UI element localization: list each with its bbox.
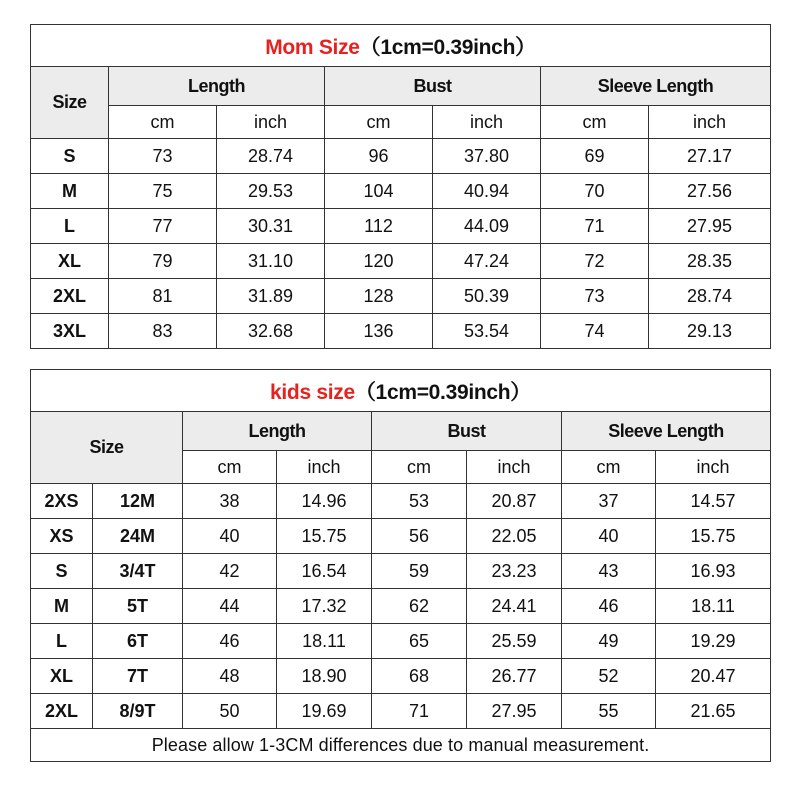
measurement-cell: 20.47 [656, 659, 771, 694]
table-row [31, 484, 771, 519]
measurement-cell: 20.87 [467, 484, 562, 519]
measurement-cell: 29.13 [649, 314, 771, 349]
measurement-cell: 32.68 [217, 314, 325, 349]
measurement-cell: 42 [183, 554, 277, 589]
mom-unit-cell: inch [649, 106, 771, 139]
table-row [31, 589, 771, 624]
measurement-cell: 73 [541, 279, 649, 314]
kids-title-conversion: （1cm=0.39inch） [354, 380, 531, 404]
measurement-cell: 47.24 [433, 244, 541, 279]
size-label: L [31, 624, 93, 659]
size-label: M [31, 174, 109, 209]
measurement-cell: 44 [183, 589, 277, 624]
measurement-cell: 43 [562, 554, 656, 589]
measurement-cell: 62 [372, 589, 467, 624]
mom-title-conversion: （1cm=0.39inch） [359, 35, 536, 59]
measurement-cell: 26.77 [467, 659, 562, 694]
measurement-cell: 120 [325, 244, 433, 279]
measurement-cell: 19.69 [277, 694, 372, 729]
measurement-cell: 40 [183, 519, 277, 554]
kids-title-main: kids size [270, 380, 355, 404]
measurement-cell: 77 [109, 209, 217, 244]
size-label: 3XL [31, 314, 109, 349]
measurement-cell: 49 [562, 624, 656, 659]
mom-title-row [31, 25, 771, 67]
measurement-cell: 29.53 [217, 174, 325, 209]
measurement-cell: 75 [109, 174, 217, 209]
measurement-cell: 27.17 [649, 139, 771, 174]
measurement-cell: 74 [541, 314, 649, 349]
mom-title-main: Mom Size [265, 35, 360, 59]
measurement-cell: 72 [541, 244, 649, 279]
measurement-cell: 25.59 [467, 624, 562, 659]
measurement-cell: 28.74 [649, 279, 771, 314]
measurement-cell: 48 [183, 659, 277, 694]
age-label: 12M [93, 484, 183, 519]
table-row [31, 624, 771, 659]
table-row [31, 279, 771, 314]
measurement-cell: 18.90 [277, 659, 372, 694]
measurement-cell: 40.94 [433, 174, 541, 209]
age-label: 6T [93, 624, 183, 659]
mom-unit-cell: inch [217, 106, 325, 139]
measurement-cell: 71 [541, 209, 649, 244]
measurement-cell: 70 [541, 174, 649, 209]
measurement-cell: 96 [325, 139, 433, 174]
kids-unit-cell: cm [372, 451, 467, 484]
size-label: 2XL [31, 279, 109, 314]
kids-unit-cell: inch [277, 451, 372, 484]
measurement-cell: 55 [562, 694, 656, 729]
measurement-cell: 17.32 [277, 589, 372, 624]
kids-unit-cell: cm [183, 451, 277, 484]
mom-sleeve-length-header: Sleeve Length [541, 67, 771, 106]
size-label: L [31, 209, 109, 244]
measurement-cell: 24.41 [467, 589, 562, 624]
age-label: 8/9T [93, 694, 183, 729]
measurement-cell: 53.54 [433, 314, 541, 349]
kids-bust-header: Bust [372, 412, 562, 451]
measurement-cell: 37 [562, 484, 656, 519]
measurement-cell: 73 [109, 139, 217, 174]
measurement-cell: 14.96 [277, 484, 372, 519]
measurement-cell: 50 [183, 694, 277, 729]
measurement-cell: 30.31 [217, 209, 325, 244]
measurement-cell: 23.23 [467, 554, 562, 589]
measurement-cell: 52 [562, 659, 656, 694]
table-row [31, 139, 771, 174]
measurement-cell: 15.75 [656, 519, 771, 554]
measurement-cell: 81 [109, 279, 217, 314]
mom-unit-cell: cm [325, 106, 433, 139]
table-row [31, 174, 771, 209]
size-label: XL [31, 659, 93, 694]
measurement-cell: 104 [325, 174, 433, 209]
measurement-cell: 19.29 [656, 624, 771, 659]
age-label: 7T [93, 659, 183, 694]
table-row [31, 519, 771, 554]
mom-unit-row [31, 106, 771, 139]
measurement-cell: 16.54 [277, 554, 372, 589]
kids-unit-cell: cm [562, 451, 656, 484]
kids-table-body [31, 484, 771, 729]
measurement-cell: 50.39 [433, 279, 541, 314]
size-label: 2XL [31, 694, 93, 729]
measurement-cell: 44.09 [433, 209, 541, 244]
measurement-cell: 136 [325, 314, 433, 349]
age-label: 5T [93, 589, 183, 624]
kids-title-row [31, 370, 771, 412]
mom-table-body [31, 139, 771, 349]
mom-table-title [31, 25, 771, 67]
measurement-cell: 83 [109, 314, 217, 349]
table-row [31, 244, 771, 279]
kids-size-table [30, 369, 771, 762]
measurement-cell: 53 [372, 484, 467, 519]
kids-unit-cell: inch [656, 451, 771, 484]
size-label: M [31, 589, 93, 624]
measurement-cell: 112 [325, 209, 433, 244]
measurement-cell: 16.93 [656, 554, 771, 589]
measurement-note: Please allow 1-3CM differences due to manual measurement. [31, 729, 771, 762]
size-label: XL [31, 244, 109, 279]
measurement-cell: 27.95 [649, 209, 771, 244]
age-label: 24M [93, 519, 183, 554]
measurement-cell: 79 [109, 244, 217, 279]
size-label: 2XS [31, 484, 93, 519]
kids-table-title [31, 370, 771, 412]
mom-length-header: Length [109, 67, 325, 106]
kids-size-header: Size [31, 412, 183, 484]
size-label: S [31, 554, 93, 589]
kids-unit-cell: inch [467, 451, 562, 484]
measurement-cell: 18.11 [656, 589, 771, 624]
measurement-cell: 15.75 [277, 519, 372, 554]
measurement-cell: 27.95 [467, 694, 562, 729]
measurement-cell: 40 [562, 519, 656, 554]
measurement-cell: 22.05 [467, 519, 562, 554]
size-label: XS [31, 519, 93, 554]
measurement-cell: 65 [372, 624, 467, 659]
mom-bust-header: Bust [325, 67, 541, 106]
measurement-cell: 14.57 [656, 484, 771, 519]
age-label: 3/4T [93, 554, 183, 589]
measurement-cell: 21.65 [656, 694, 771, 729]
measurement-cell: 37.80 [433, 139, 541, 174]
measurement-cell: 56 [372, 519, 467, 554]
kids-sleeve-length-header: Sleeve Length [562, 412, 771, 451]
mom-unit-cell: inch [433, 106, 541, 139]
table-row [31, 694, 771, 729]
measurement-cell: 46 [562, 589, 656, 624]
measurement-cell: 27.56 [649, 174, 771, 209]
measurement-cell: 68 [372, 659, 467, 694]
size-label: S [31, 139, 109, 174]
mom-group-header-row [31, 67, 771, 106]
measurement-cell: 31.10 [217, 244, 325, 279]
measurement-cell: 38 [183, 484, 277, 519]
measurement-cell: 59 [372, 554, 467, 589]
table-row [31, 314, 771, 349]
measurement-cell: 71 [372, 694, 467, 729]
mom-size-table [30, 24, 771, 349]
measurement-cell: 18.11 [277, 624, 372, 659]
measurement-cell: 28.35 [649, 244, 771, 279]
table-row [31, 209, 771, 244]
measurement-cell: 46 [183, 624, 277, 659]
table-row [31, 659, 771, 694]
mom-unit-cell: cm [109, 106, 217, 139]
measurement-cell: 69 [541, 139, 649, 174]
kids-group-header-row [31, 412, 771, 451]
measurement-cell: 28.74 [217, 139, 325, 174]
mom-size-header: Size [31, 67, 109, 139]
mom-unit-cell: cm [541, 106, 649, 139]
measurement-cell: 31.89 [217, 279, 325, 314]
measurement-cell: 128 [325, 279, 433, 314]
kids-length-header: Length [183, 412, 372, 451]
kids-note-row [31, 729, 771, 762]
table-row [31, 554, 771, 589]
